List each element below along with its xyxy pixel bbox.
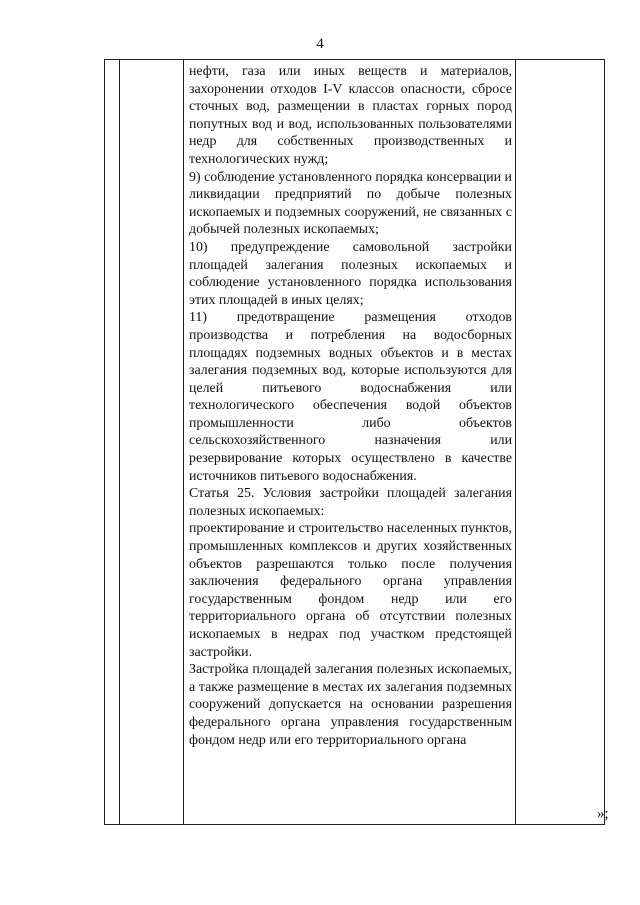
document-table — [104, 59, 605, 825]
paragraph: 10) предупреждение самовольной застройки площадей залегания полезных ископаемых и соблюдение установленного порядка использования этих площадей в иных целях; — [189, 239, 512, 308]
table-row — [105, 60, 605, 825]
paragraph: Застройка площадей залегания полезных ископаемых, а также размещение в местах их залегания подземных сооружений допускается на основании разрешения федерального органа управления государственным фондом недр или его территориального органа — [189, 662, 512, 748]
paragraph: нефти, газа или иных веществ и материалов, захоронении отходов I-V классов опасности, сбросе сточных вод, размещении в пластах горных пород попутных вод и вод, использованных пользователями недр для собственных производственных и технологических нужд; — [189, 64, 512, 167]
table-cell-empty — [516, 60, 605, 825]
table-cell-text — [184, 60, 516, 825]
article-heading: Статья 25. Условия застройки площадей залегания полезных ископаемых: — [189, 486, 512, 519]
table-cell-empty — [105, 60, 120, 825]
paragraph: 11) предотвращение размещения отходов производства и потребления на водосборных площадях подземных водных объектов и в местах залегания подземных вод, которые используются для целей питьевого водоснабжения или технологического обеспечения водой объектов промышленности либо объектов сельскохозяйственного назначения или резервирование которых осуществлено в качестве источников питьевого водоснабжения. — [189, 310, 512, 484]
closing-quote-mark: »; — [597, 806, 609, 822]
page-number: 4 — [316, 36, 324, 52]
paragraph: 9) соблюдение установленного порядка консервации и ликвидации предприятий по добыче полезных ископаемых и подземных сооружений, не связанных с добычей полезных ископаемых; — [189, 169, 512, 238]
paragraph: проектирование и строительство населенных пунктов, промышленных комплексов и других хозяйственных объектов разрешаются только после получения заключения федерального органа управления государственным фондом недр или его территориального органа об отсутствии полезных ископаемых в недрах под участком предстоящей застройки. — [189, 521, 512, 660]
table-cell-empty — [120, 60, 184, 825]
